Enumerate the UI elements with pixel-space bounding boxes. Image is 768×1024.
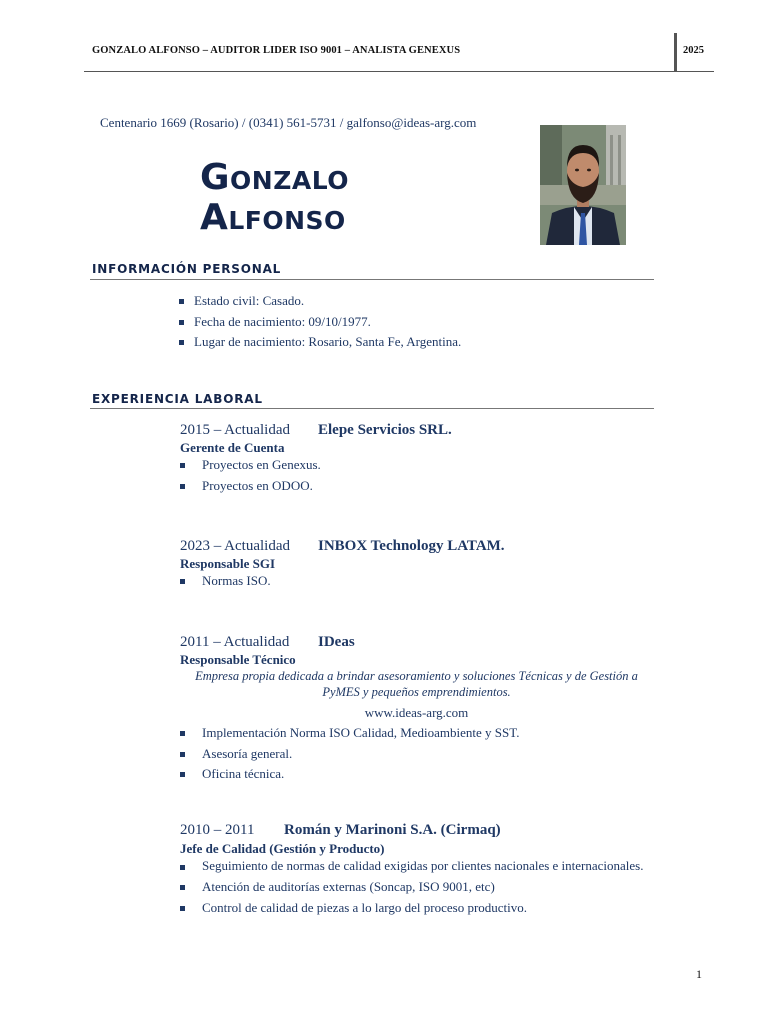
job-items xyxy=(179,571,271,592)
header-year: 2025 xyxy=(683,45,704,56)
list-item: Lugar de nacimiento: Rosario, Santa Fe, Argentina. xyxy=(178,332,461,353)
job-role: Responsable Técnico xyxy=(180,652,296,667)
first-name: Gonzalo xyxy=(200,157,349,198)
experience-rule xyxy=(90,408,654,409)
job-company: IDeas xyxy=(318,634,355,650)
job-items xyxy=(179,857,653,918)
job-items xyxy=(179,723,519,785)
list-item: Oficina técnica. xyxy=(179,764,519,785)
job-role: Gerente de Cuenta xyxy=(180,440,285,455)
company-website-link[interactable]: www.ideas-arg.com xyxy=(364,705,469,720)
full-name xyxy=(200,158,349,238)
experience-title: EXPERIENCIA LABORAL xyxy=(92,392,263,406)
profile-photo xyxy=(540,125,626,245)
job-company: Elepe Servicios SRL. xyxy=(318,422,452,438)
page-number: 1 xyxy=(696,967,702,981)
personal-info-rule xyxy=(90,279,654,280)
last-name: Alfonso xyxy=(200,197,346,238)
list-item: Proyectos en ODOO. xyxy=(179,476,321,497)
personal-info-list xyxy=(178,291,461,353)
job-company: Román y Marinoni S.A. (Cirmaq) xyxy=(284,822,501,838)
job-period: 2023 – Actualidad xyxy=(180,538,290,554)
job-period: 2011 – Actualidad xyxy=(180,634,290,650)
list-item: Proyectos en Genexus. xyxy=(179,455,321,476)
list-item: Fecha de nacimiento: 09/10/1977. xyxy=(178,312,461,333)
job-period: 2010 – 2011 xyxy=(180,822,255,838)
contact-line: Centenario 1669 (Rosario) / (0341) 561-5731 / galfonso@ideas-arg.com xyxy=(100,115,477,130)
list-item: Control de calidad de piezas a lo largo del proceso productivo. xyxy=(179,898,653,919)
list-item: Asesoría general. xyxy=(179,744,519,765)
personal-info-title: INFORMACIÓN PERSONAL xyxy=(92,262,282,276)
header-title: GONZALO ALFONSO – AUDITOR LIDER ISO 9001 – ANALISTA GENEXUS xyxy=(92,45,461,56)
job-role: Responsable SGI xyxy=(180,556,275,571)
list-item: Normas ISO. xyxy=(179,571,271,592)
job-period: 2015 – Actualidad xyxy=(180,422,290,438)
job-role: Jefe de Calidad (Gestión y Producto) xyxy=(180,841,385,856)
job-description: Empresa propia dedicada a brindar asesoramiento y soluciones Técnicas y de Gestión a PyMES y pequeños emprendimientos. xyxy=(195,669,638,699)
list-item: Estado civil: Casado. xyxy=(178,291,461,312)
job-company: INBOX Technology LATAM. xyxy=(318,538,505,554)
header-divider xyxy=(674,33,677,72)
job-items xyxy=(179,455,321,496)
list-item: Seguimiento de normas de calidad exigidas por clientes nacionales e internacionales. xyxy=(179,857,653,874)
list-item: Atención de auditorías externas (Soncap, ISO 9001, etc) xyxy=(179,877,653,898)
header-rule xyxy=(84,71,714,72)
list-item: Implementación Norma ISO Calidad, Medioambiente y SST. xyxy=(179,723,519,744)
